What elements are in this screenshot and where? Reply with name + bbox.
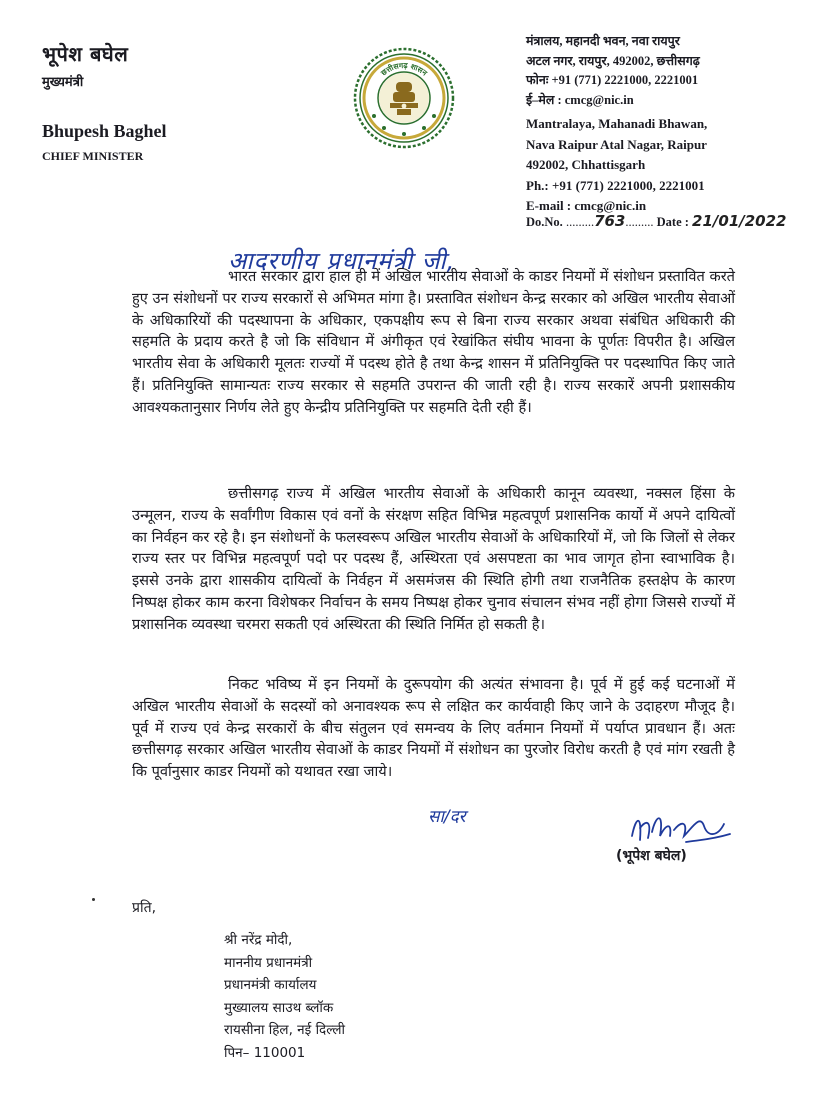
address-hindi (526, 32, 796, 110)
chhattisgarh-emblem-seal (352, 46, 456, 150)
handwritten-signature (626, 806, 736, 850)
dotted-leader: ......... (625, 215, 654, 229)
address-english-line: 492002, Chhattisgarh (526, 157, 646, 172)
date-label: Date : (656, 215, 689, 229)
address-english-line: Ph.: +91 (771) 2221000, 2221001 (526, 177, 705, 193)
address-english (526, 114, 796, 217)
reference-line (526, 212, 786, 230)
sender-role-hindi: मुख्यमंत्री (42, 75, 84, 90)
recipient-line: मुख्यालय साउथ ब्लॉक (224, 999, 334, 1016)
recipient-line: श्री नरेंद्र मोदी, (224, 932, 293, 948)
recipient-line: माननीय प्रधानमंत्री (224, 954, 313, 971)
sender-role-english: CHIEF MINISTER (42, 149, 144, 163)
address-english-line: Mantralaya, Mahanadi Bhawan, (526, 116, 708, 131)
address-hindi-line: फोनः +91 (771) 2221000, 2221001 (526, 73, 699, 87)
punch-mark (92, 898, 95, 901)
address-hindi-line: ई–मेल : cmcg@nic.in (526, 92, 634, 107)
handwritten-initials: सा/दर (428, 807, 466, 827)
salutation: आदरणीय प्रधानमंत्री जी, (228, 247, 456, 275)
emblem-text: छत्तीसगढ़ शासन (379, 60, 429, 78)
do-number-value: 763 (594, 212, 626, 230)
recipient-line: पिन– 110001 (224, 1044, 306, 1061)
recipient-address (224, 929, 345, 1064)
body-paragraph-1: भारत सरकार द्वारा हाल ही में अखिल भारतीय सेवाओं के काडर नियमों में संशोधन प्रस्तावित करते हुए उन संशोधनों पर राज्य सरकारों से अभिमत मांगा है। प्रस्तावित संशोधन केन्द्र सरकार को अखिल भारतीय सेवाओं के अधिकारियों की पदस्थापना के अधिकार, एकपक्षीय रूप से बिना राज्य सरकार अथवा संबंधित अधिकारी की सहमति के प्रदाय करते है जो कि संविधान में अंगीकृत एवं रेखांकित संघीय भावना के पूर्णतः विपरीत है। अखिल भारतीय सेवा के अधिकारी मूलतः राज्यों में पदस्थ होते है तथा केन्द्र शासन में प्रतिनियुक्ति पर पदस्थापित किए जाते हैं। प्रतिनियुक्ति सामान्यतः राज्य सरकार से सहमति उपरान्त की जाती रही है। राज्य सरकारें अपनी प्रशासकीय आवश्यकतानुसार निर्णय लेते हुए केन्द्रीय प्रतिनियुक्ति पर सहमति देती रही हैं। (132, 268, 735, 416)
address-hindi-line: मंत्रालय, महानदी भवन, नवा रायपुर (526, 34, 680, 48)
body-paragraph-3: निकट भविष्य में इन नियमों के दुरूपयोग की अत्यंत संभावना है। पूर्व में हुई कई घटनाओं में अखिल भारतीय सेवाओं के सदस्यों को अनावश्यक रूप से लक्षित कर कार्यवाही किए जाने के उदाहरण मौजूद है। पूर्व में राज्य एवं केन्द्र सरकारों के बीच संतुलन एवं समन्वय के लिए वर्तमान नियमों में पर्याप्त प्रावधान हैं। अतः छत्तीसगढ़ सरकार अखिल भारतीय सेवाओं के काडर नियमों में संशोधन का पुरजोर विरोध करती है एवं मांग रखती है कि पूर्वानुसार काडर नियमों को यथावत रखा जाये। (132, 676, 735, 781)
address-hindi-line: अटल नगर, रायपुर, 492002, छत्तीसगढ़ (526, 53, 700, 68)
dotted-leader: ......... (565, 215, 595, 229)
to-label: प्रति, (132, 900, 157, 916)
do-number-label: Do.No. (526, 215, 563, 229)
body-paragraph-2: छत्तीसगढ़ राज्य में अखिल भारतीय सेवाओं के अधिकारी कानून व्यवस्था, नक्सल हिंसा के उन्मूलन, राज्य के सर्वांगीण विकास एवं वनों के संरक्षण सहित विभिन्न महत्वपूर्ण प्रशासनिक कार्यो में अपने दायित्वों का निर्वहन कर रहे है। इन संशोधनों के फलस्वरूप अखिल भारतीय सेवाओं के अधिकारियों में, जो कि जिलों से लेकर राज्य स्तर पर विभिन्न महत्वपूर्ण पदो पर पदस्थ हैं, अस्थिरता एवं असपष्टता का भाव जागृत होना स्वाभाविक है। इससे उनके द्वारा शासकीय दायित्वों के निर्वहन में असमंजस की स्थिति होगी तथा राजनैतिक हस्तक्षेप के कारण निष्पक्ष होकर काम करना विशेषकर निर्वाचन के समय निष्पक्ष होकर चुनाव संचालन संभव नहीं होगा जिससे राज्यों में प्रशासनिक व्यवस्था चरमरा सकती एवं अस्थिरता की स्थिति निर्मित हो सकती है। (132, 485, 735, 633)
sender-name-hindi: भूपेश बघेल (42, 42, 129, 66)
sender-name-english: Bhupesh Baghel (42, 121, 167, 141)
recipient-line: रायसीना हिल, नई दिल्ली (224, 1022, 345, 1038)
signatory-name: (भूपेश बघेल) (616, 848, 687, 864)
recipient-line: प्रधानमंत्री कार्यालय (224, 977, 317, 993)
date-value: 21/01/2022 (692, 212, 787, 230)
address-english-line: E-mail : cmcg@nic.in (526, 198, 647, 213)
address-english-line: Nava Raipur Atal Nagar, Raipur (526, 136, 707, 152)
